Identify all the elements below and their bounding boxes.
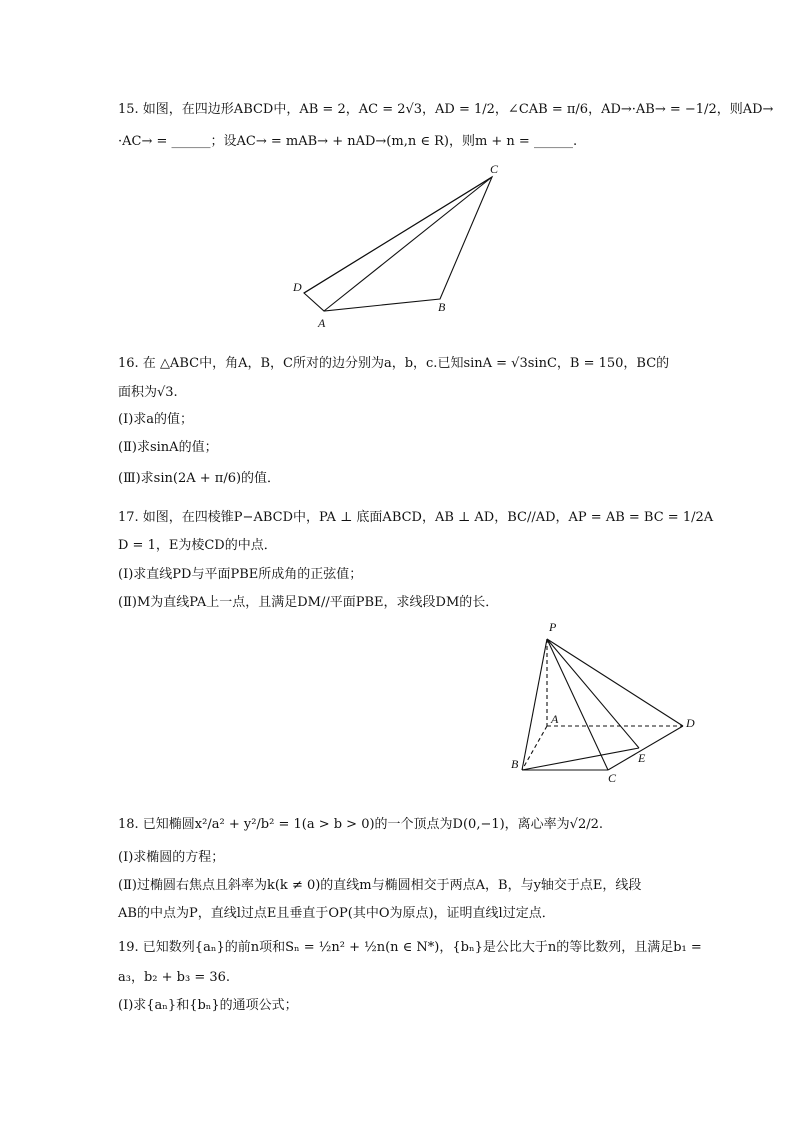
q17-part-2: (Ⅱ)M为直线PA上一点，且满足DM//平面PBE，求线段DM的长．: [118, 595, 499, 610]
q16-part-2: (Ⅱ)求sinA的值；: [118, 440, 218, 455]
q18-part-1: (Ⅰ)求椭圆的方程；: [118, 850, 225, 865]
edge-cd: [608, 726, 683, 770]
label-c: C: [490, 162, 499, 176]
q17-part-1: (Ⅰ)求直线PD与平面PBE所成角的正弦值；: [118, 567, 363, 582]
q17-line-2: D = 1，E为棱CD的中点．: [118, 538, 277, 553]
label-b: B: [438, 300, 446, 314]
label-d: D: [293, 280, 302, 294]
q17-line-1: 17. 如图，在四棱锥P−ABCD中，PA ⊥ 底面ABCD，AB ⊥ AD，BC//AD，AP = AB = BC = 1/2A: [118, 510, 714, 525]
q18-part-2a: (Ⅱ)过椭圆右焦点且斜率为k(k ≠ 0)的直线m与椭圆相交于两点A，B，与y轴交于点E，线段: [118, 878, 642, 893]
label-d: D: [686, 716, 695, 730]
label-b: B: [511, 757, 519, 771]
quadrilateral-abcd-figure: [280, 160, 520, 335]
edge-pe: [547, 639, 639, 748]
q19-line-1: 19. 已知数列{aₙ}的前n项和Sₙ = ½n² + ½n(n ∈ N*)，{bₙ}是公比大于n的等比数列，且满足b₁ =: [118, 940, 702, 955]
label-a: A: [318, 316, 326, 330]
label-a: A: [551, 712, 559, 726]
diagonal-ac: [324, 177, 492, 311]
edge-be: [522, 748, 639, 770]
label-c: C: [608, 771, 617, 785]
q16-part-3: (Ⅲ)求sin(2A + π/6)的值．: [118, 471, 281, 486]
q18-line-1: 18. 已知椭圆x²/a² + y²/b² = 1(a > b > 0)的一个顶点为D(0,−1)，离心率为√2/2.: [118, 817, 604, 832]
q19-part-1: (Ⅰ)求{aₙ}和{bₙ}的通项公式；: [118, 998, 298, 1013]
q15-line-1: 15. 如图，在四边形ABCD中，AB = 2，AC = 2√3，AD = 1/2，∠CAB = π/6，AD→·AB→ = −1/2，则AD→: [118, 102, 774, 117]
q18-part-2b: AB的中点为P，直线l过点E且垂直于OP(其中O为原点)，证明直线l过定点．: [118, 906, 555, 921]
q19-line-2: a₃，b₂ + b₃ = 36.: [118, 970, 231, 985]
q16-part-1: (Ⅰ)求a的值；: [118, 412, 194, 427]
diagonal-dc: [304, 177, 492, 293]
q16-line-1: 16. 在 △ABC中，角A，B，C所对的边分别为a，b，c.已知sinA = √3sinC，B = 150，BC的: [118, 356, 670, 371]
label-p: P: [549, 620, 557, 634]
q16-line-2: 面积为√3.: [118, 385, 178, 400]
q15-line-2: ·AC→ = ______；设AC→ = mAB→ + nAD→(m,n ∈ R)，则m + n = ______.: [118, 134, 578, 149]
edge-pb: [522, 639, 547, 770]
label-e: E: [638, 751, 646, 765]
pyramid-pabcd-figure: [505, 618, 705, 786]
quadrilateral-outline: [304, 177, 492, 311]
